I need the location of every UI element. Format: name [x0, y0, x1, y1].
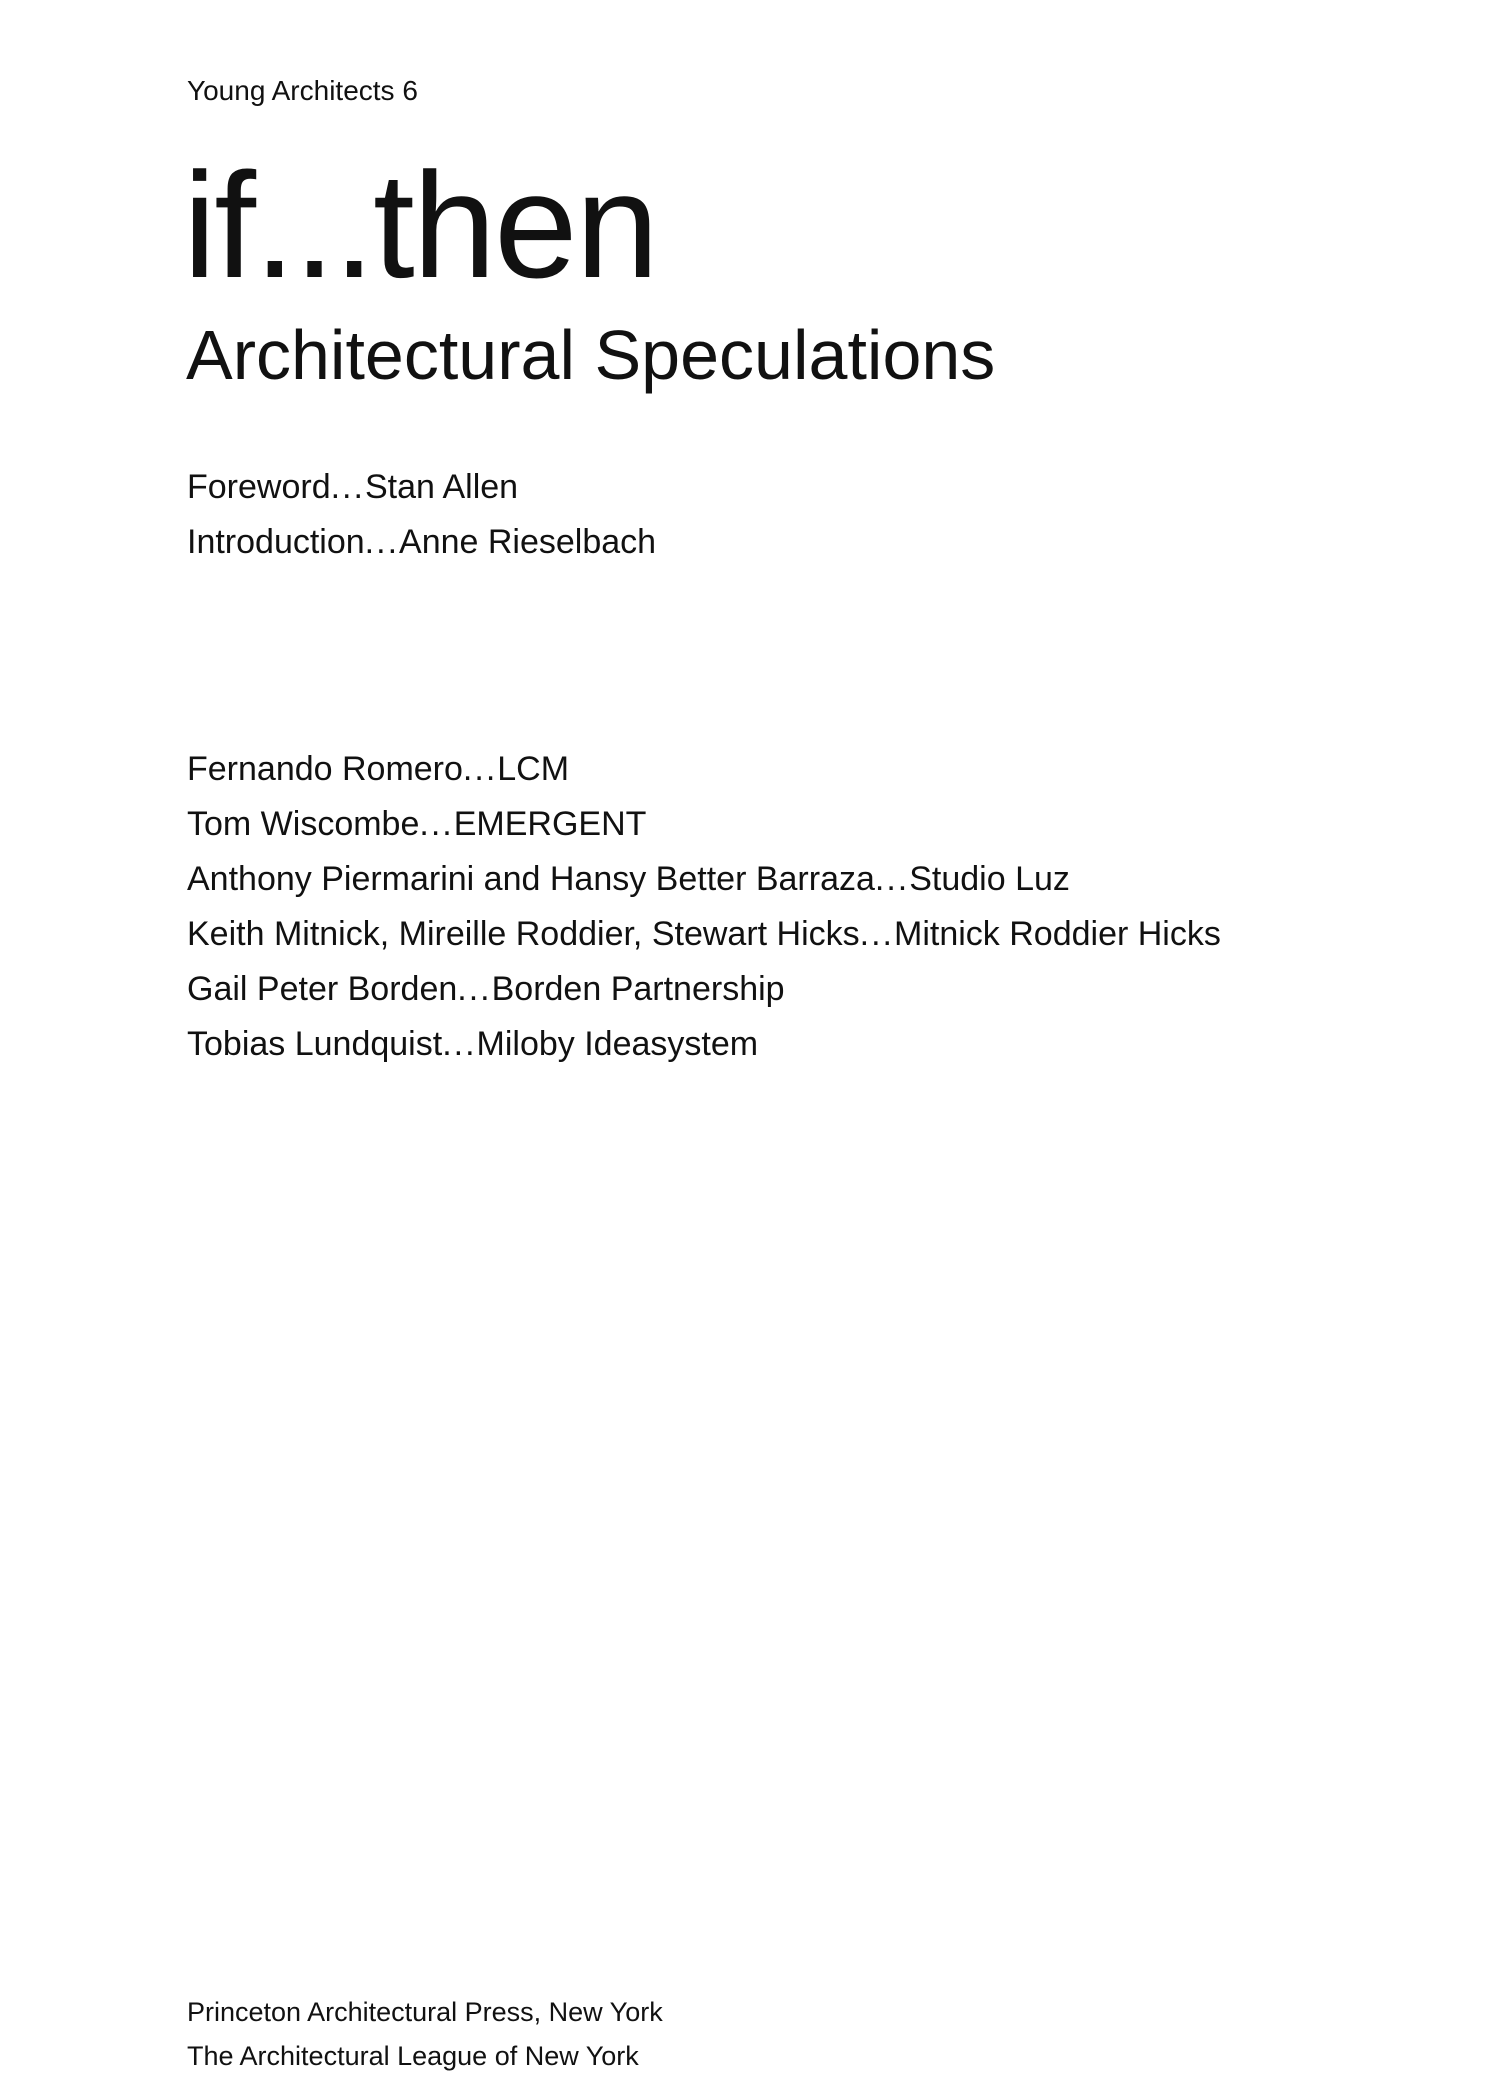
contributor-firm: Mitnick Roddier Hicks [894, 915, 1221, 953]
contributor-names: Keith Mitnick, Mireille Roddier, Stewart Hicks [187, 915, 860, 953]
front-matter-item [187, 515, 656, 570]
contributor-names: Anthony Piermarini and Hansy Better Barraza [187, 860, 875, 898]
front-matter-item [187, 460, 656, 515]
separator: ... [859, 915, 894, 953]
contributor-item [187, 907, 1221, 962]
book-subtitle: Architectural Speculations [186, 316, 996, 394]
separator: ... [419, 805, 454, 843]
front-matter-author: Stan Allen [364, 468, 519, 506]
contributor-item [187, 852, 1221, 907]
contributors-list [187, 742, 1221, 1072]
separator: ... [457, 970, 492, 1008]
publisher-line: The Architectural League of New York [187, 2041, 639, 2071]
separator: ... [462, 750, 498, 788]
contributor-names: Fernando Romero [187, 750, 463, 788]
publishers-list [187, 1990, 663, 2078]
contributor-firm: Borden Partnership [491, 970, 785, 1008]
separator: ... [442, 1025, 477, 1063]
contributor-item [187, 1017, 1221, 1072]
book-title: if...then [183, 141, 657, 309]
contributor-names: Tobias Lundquist [187, 1025, 443, 1063]
separator: ... [330, 468, 365, 506]
contributor-item [187, 797, 1221, 852]
contributor-firm: LCM [497, 750, 570, 788]
front-matter-role: Foreword [187, 468, 331, 506]
front-matter-list [187, 460, 656, 570]
separator: ... [364, 523, 400, 561]
contributor-names: Tom Wiscombe [187, 805, 420, 843]
contributor-item [187, 742, 1221, 797]
contributor-item [187, 962, 1221, 1017]
contributor-firm: EMERGENT [453, 805, 647, 843]
contributor-names: Gail Peter Borden [187, 970, 458, 1008]
contributor-firm: Miloby Ideasystem [476, 1025, 759, 1063]
separator: ... [874, 860, 910, 898]
front-matter-author: Anne Rieselbach [399, 523, 657, 561]
contributor-firm: Studio Luz [909, 860, 1070, 898]
series-label: Young Architects 6 [187, 75, 418, 106]
front-matter-role: Introduction [187, 523, 365, 561]
publisher-line: Princeton Architectural Press, New York [187, 1997, 663, 2027]
